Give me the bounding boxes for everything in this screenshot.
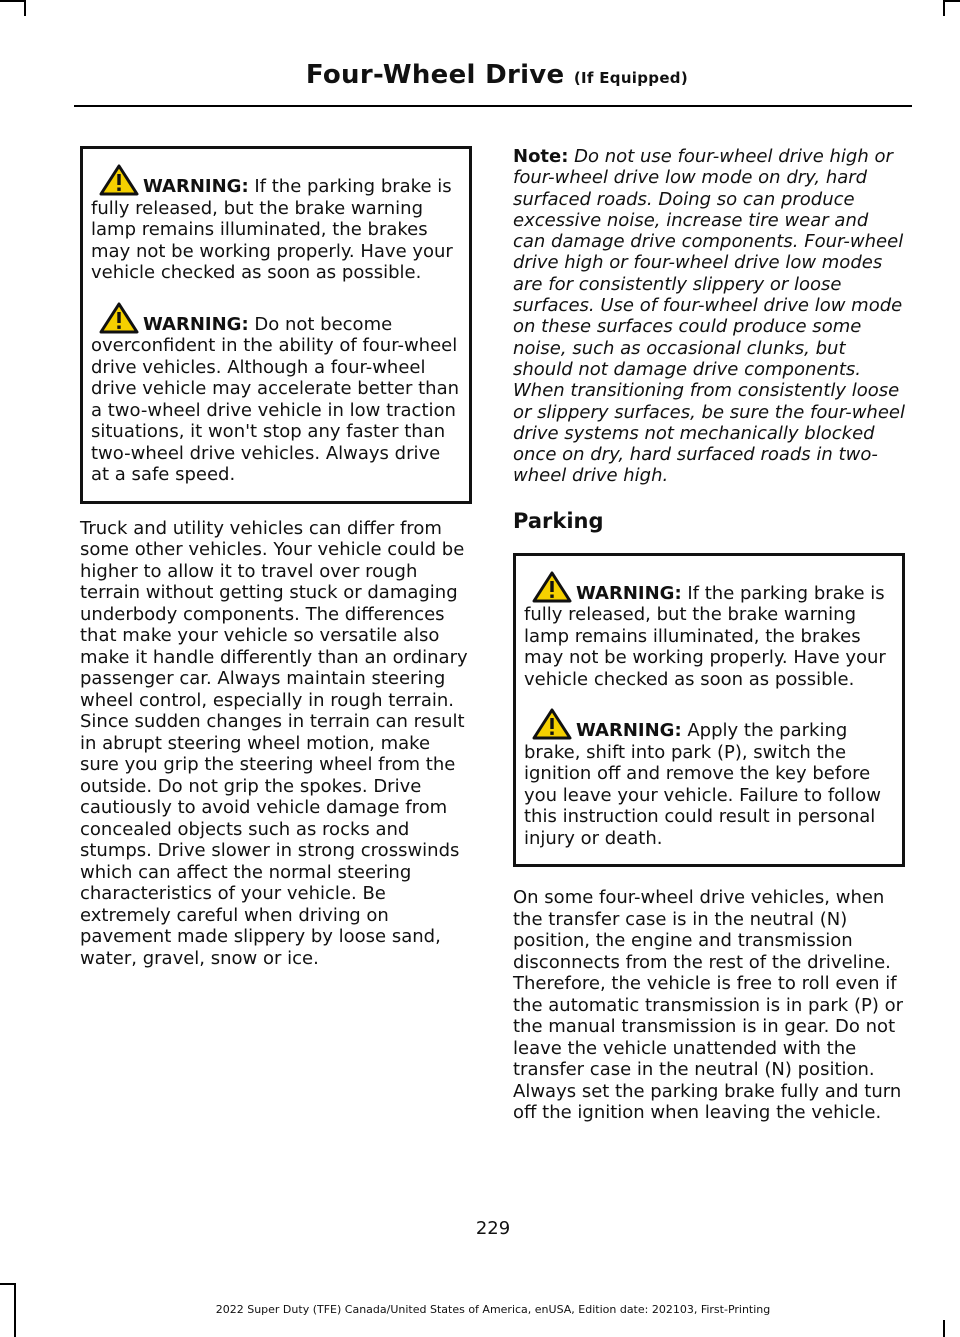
note-paragraph [513,146,905,487]
warning-item [524,571,896,691]
warning-triangle-icon [99,164,139,196]
warning-label: WARNING: [576,582,682,604]
section-title: Four-Wheel Drive [305,60,565,90]
crop-mark [943,0,960,2]
page-number: 229 [475,1218,511,1239]
crop-mark [24,0,26,16]
warning-text: If the parking brake is fully released, but the brake warning lamp remains illuminated, the brakes may not be working properly. Have your vehicle checked as soon as possible. [91,176,453,283]
warning-box [513,553,905,868]
note-text: Do not use four-wheel drive high or four-wheel drive low mode on dry, hard surfaced roads. Doing so can produce excessive noise, increase tire wear and can damage drive components. Four-wheel drive high or four-wheel drive low modes are for consistently slippery or loose surfaces. Use of four-wheel drive low mode on these surfaces could produce some noise, such as occasional clunks, but should not damage drive components. When transitioning from consistently loose or slippery surfaces, be sure the four-wheel drive systems not mechanically blocked once on dry, hard surfaced roads in two-wheel drive high. [513,146,905,487]
section-heading: Parking [513,508,604,533]
warning-label: WARNING: [576,720,682,742]
footer-text: 2022 Super Duty (TFE) Canada/United States of America, enUSA, Edition date: 202103, First-Printing [215,1303,771,1316]
warning-triangle-icon [99,302,139,334]
header-rule [74,105,912,107]
warning-text: If the parking brake is fully released, but the brake warning lamp remains illuminated, the brakes may not be working properly. Have your vehicle checked as soon as possible. [524,582,886,690]
warning-triangle-icon [532,571,572,603]
body-paragraph: On some four-wheel drive vehicles, when the transfer case is in the neutral (N) position, the engine and transmission disconnects from the rest of the driveline. Therefore, the vehicle is free to roll even if the automatic transmission is in park (P) or the manual transmission is in gear. Do not leave the vehicle unattended with the transfer case in the neutral (N) position. Always set the parking brake fully and turn off the ignition when leaving the vehicle. [513,887,903,1124]
note-label: Note: [513,146,569,167]
right-column [513,146,905,1124]
page-title [0,60,688,90]
crop-mark [943,1320,945,1337]
warning-text: Do not become overconfident in the ability of four-wheel drive vehicles. Although a four-wheel drive vehicle may accelerate better than a two-wheel drive vehicle in low traction situations, it won't stop any faster than two-wheel drive vehicles. Always drive at a safe speed. [91,313,460,485]
section-subtitle: (If Equipped) [573,69,688,87]
warning-box [80,146,472,504]
warning-label: WARNING: [143,313,249,335]
warning-item [524,708,896,849]
warning-item [91,302,463,486]
warning-text: Apply the parking brake, shift into park (P), switch the ignition off and remove the key before you leave your vehicle. Failure to follow this instruction could result in personal injury or death. [524,720,881,849]
warning-item [91,164,463,284]
left-column [80,146,472,969]
crop-mark [0,0,26,2]
warning-label: WARNING: [143,176,249,197]
warning-triangle-icon [532,708,572,740]
body-paragraph: Truck and utility vehicles can differ from some other vehicles. Your vehicle could be higher to allow it to travel over rough terrain without getting stuck or damaging underbody components. The differences that make your vehicle so versatile also make it handle differently than an ordinary passenger car. Always maintain steering wheel control, especially in rough terrain. Since sudden changes in terrain can result in abrupt steering wheel motion, make sure you grip the steering wheel from the outside. Do not grip the spokes. Drive cautiously to avoid vehicle damage from concealed objects such as rocks and stumps. Drive slower in strong crosswinds which can affect the normal steering characteristics of your vehicle. Be extremely careful when driving on pavement made slippery by loose sand, water, gravel, snow or ice. [80,517,468,969]
crop-mark [943,0,945,16]
crop-mark [0,1283,16,1285]
